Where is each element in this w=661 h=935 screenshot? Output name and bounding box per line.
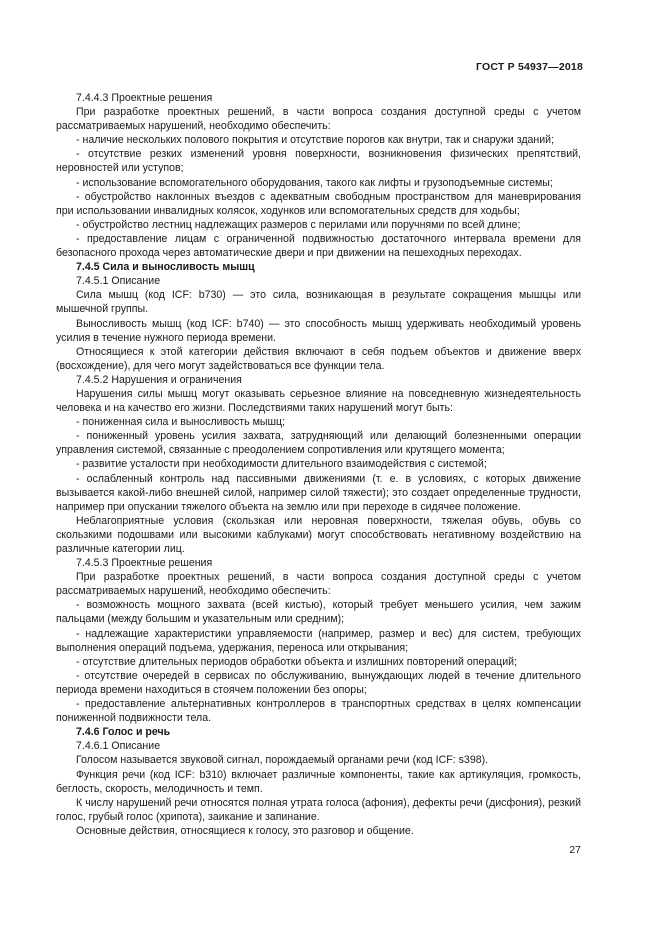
paragraph: Сила мышц (код ICF: b730) — это сила, возникающая в результате сокращения мышцы или мышечной группы.: [56, 289, 581, 316]
list-item: - использование вспомогательного оборудования, такого как лифты и грузоподъемные системы;: [76, 176, 553, 189]
subsection-heading: 7.4.5.3 Проектные решения: [76, 557, 213, 570]
list-item: - отсутствие длительных периодов обработки объекта и излишних повторений операций;: [76, 655, 518, 668]
section-heading: 7.4.5 Сила и выносливость мышц: [76, 261, 255, 274]
list-item: - предоставление альтернативных контроллеров в транспортных средствах в целях компенсации пониженной подвижности тела.: [56, 698, 581, 725]
paragraph: К числу нарушений речи относятся полная утрата голоса (афония), дефекты речи (дисфония), резкий голос, грубый голос (хрипота), заикание и запинание.: [56, 796, 581, 823]
subsection-heading: 7.4.6.1 Описание: [76, 740, 161, 753]
document-standard-id: ГОСТ Р 54937—2018: [475, 61, 583, 73]
list-item: - пониженный уровень усилия захвата, затрудняющий или делающий болезненными операции управления системой, связанные с преодолением сопротивления или крутящего момента;: [56, 430, 581, 457]
list-item: - возможность мощного захвата (всей кистью), который требует меньшего усилия, чем зажим пальцами (между большим и указательным или средним);: [56, 599, 581, 626]
list-item: - отсутствие очередей в сервисах по обслуживанию, вынуждающих людей в течение длительного периода времени находиться в стоячем положении без опоры;: [56, 669, 581, 696]
list-item: - пониженная сила и выносливость мышц;: [76, 416, 286, 429]
paragraph: Нарушения силы мышц могут оказывать серьезное влияние на повседневную жизнедеятельность человека и на качество его жизни. Последствиями таких нарушений могут быть:: [56, 387, 581, 415]
list-item: - обустройство лестниц надлежащих размеров с перилами или поручнями по всей длине;: [76, 218, 521, 231]
list-item: - наличие нескольких полового покрытия и отсутствие порогов как внутри, так и снаружи зданий;: [76, 134, 555, 147]
body-text: [56, 91, 581, 838]
list-item: - ослабленный контроль над пассивными движениями (т. е. в условиях, с которых движение вызывается какой-либо внешней силой, например силой тяжести); это создает определенные трудности, например при опускании тяжелого объекта на землю или при переходе в сидячее положение.: [56, 472, 581, 513]
paragraph: Неблагоприятные условия (скользкая или неровная поверхности, тяжелая обувь, обувь со скользкими подошвами или высокими каблуками) могут способствовать негативному воздействию на различные категории лиц.: [56, 514, 581, 555]
page-number: 27: [569, 844, 581, 856]
paragraph: При разработке проектных решений, в части вопроса создания доступной среды с учетом рассматриваемых нарушений, необходимо обеспечить:: [56, 571, 581, 598]
section-heading: 7.4.6 Голос и речь: [76, 726, 171, 739]
list-item: - надлежащие характеристики управляемости (например, размер и вес) для систем, требующих выполнения операций подъема, удержания, переноса или открывания;: [56, 627, 581, 654]
paragraph: При разработке проектных решений, в части вопроса создания доступной среды с учетом рассматриваемых нарушений, необходимо обеспечить:: [56, 106, 581, 133]
list-item: - развитие усталости при необходимости длительного взаимодействия с системой;: [76, 458, 487, 471]
paragraph: Выносливость мышц (код ICF: b740) — это способность мышц удерживать необходимый уровень усилия в течение нужного периода времени.: [56, 317, 581, 344]
paragraph: Основные действия, относящиеся к голосу, это разговор и общение.: [76, 824, 414, 837]
subsection-heading: 7.4.5.2 Нарушения и ограничения: [76, 373, 242, 386]
list-item: - отсутствие резких изменений уровня поверхности, возникновения физических препятствий, неровностей или уступов;: [56, 148, 581, 175]
paragraph: Функция речи (код ICF: b310) включает различные компоненты, такие как артикуляция, громкость, беглость, скорость, мелодичность и темп.: [56, 768, 581, 795]
subsection-heading: 7.4.5.1 Описание: [76, 275, 161, 288]
paragraph: Голосом называется звуковой сигнал, порождаемый органами речи (код ICF: s398).: [76, 754, 489, 767]
list-item: - обустройство наклонных въездов с адекватным свободным пространством для маневрирования при использовании инвалидных колясок, ходунков или вспомогательных средств для ходьбы;: [56, 190, 581, 217]
subsection-heading: 7.4.4.3 Проектные решения: [76, 92, 213, 104]
paragraph: Относящиеся к этой категории действия включают в себя подъем объектов и движение вверх (восхождение), для чего могут задействоваться все функции тела.: [56, 345, 581, 372]
list-item: - предоставление лицам с ограниченной подвижностью достаточного интервала времени для безопасного прохода через автоматические двери и при движении на пешеходных переходах.: [56, 232, 581, 260]
